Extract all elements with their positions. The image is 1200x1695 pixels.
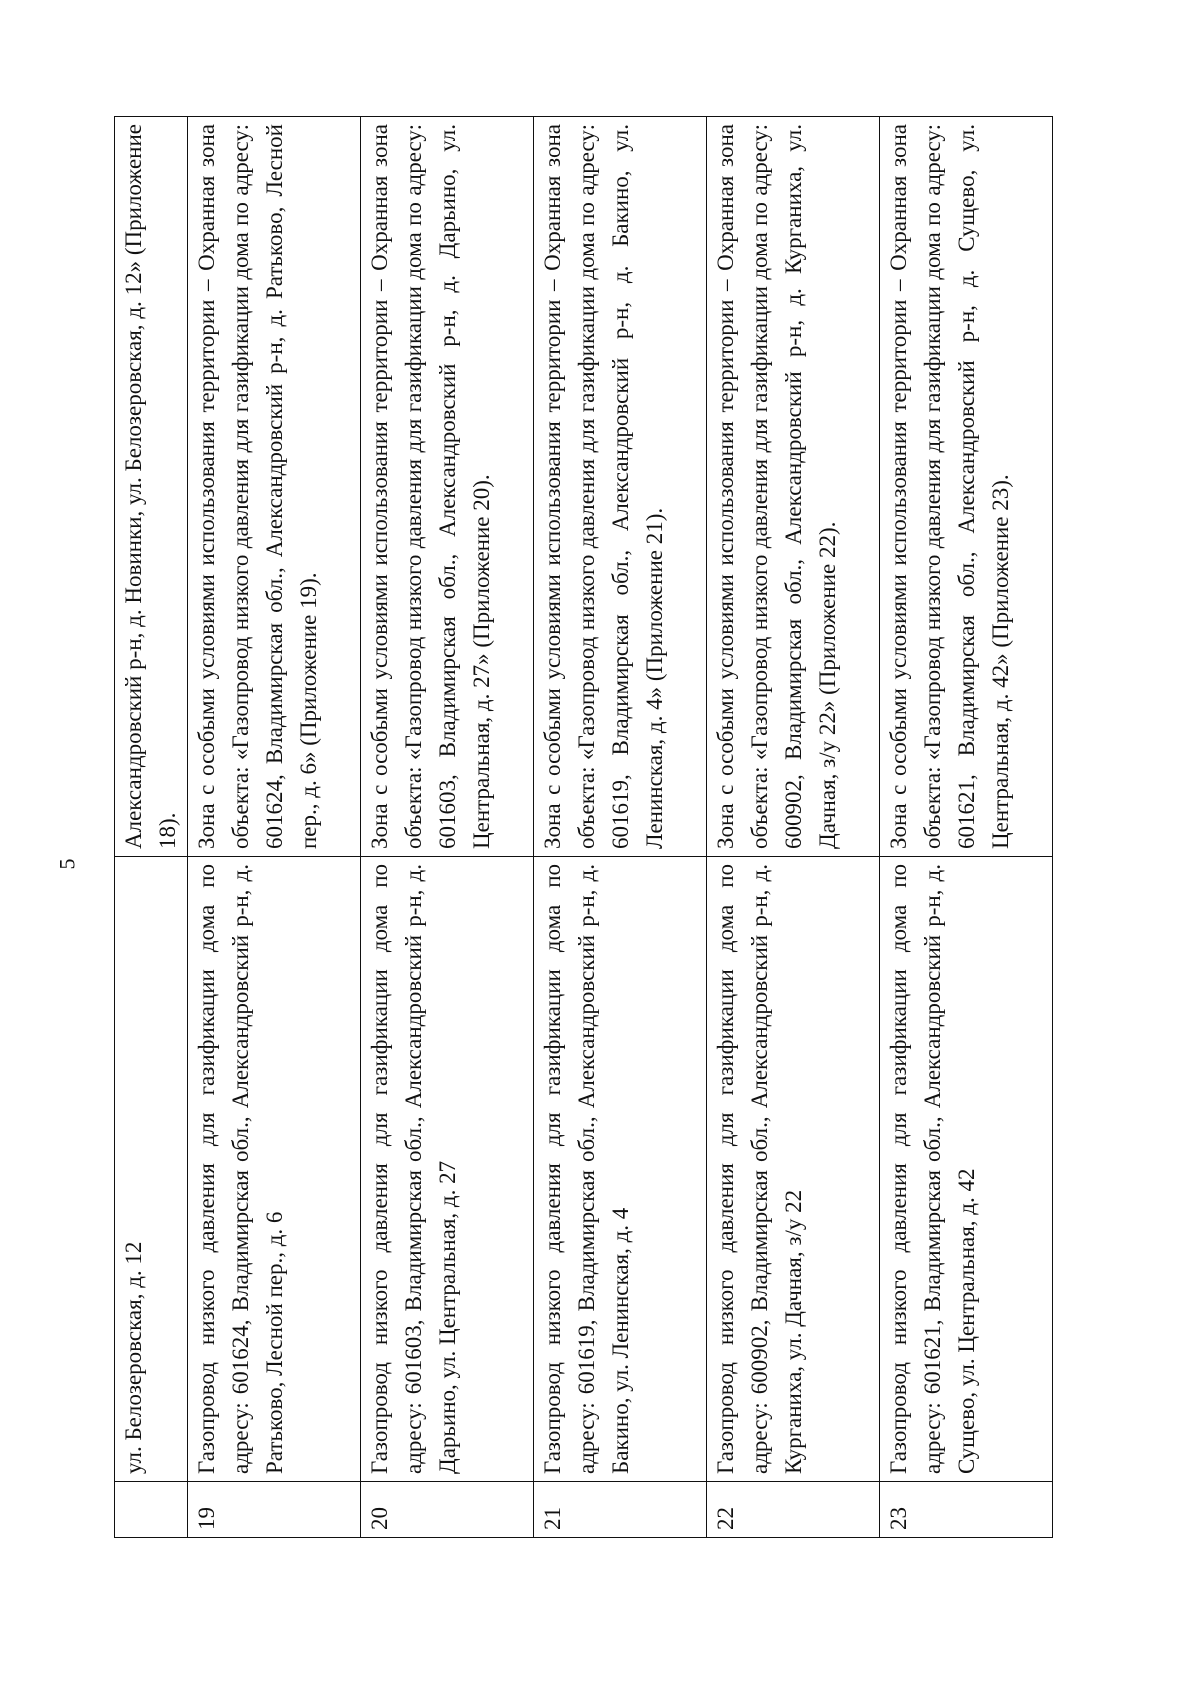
row-number: 19 [188, 1482, 361, 1538]
row-number: 21 [534, 1482, 707, 1538]
object-cell: Газопровод низкого давления для газификации дома по адресу: 601603, Владимирская обл., Александровский р-н, д. Дарьино, ул. Центральная, д. 27 [361, 857, 534, 1482]
table-row [707, 117, 880, 1538]
zone-cell: Александровский р-н, д. Новинки, ул. Белозеровская, д. 12» (Приложение 18). [115, 117, 188, 857]
row-number: 20 [361, 1482, 534, 1538]
object-cell: Газопровод низкого давления для газификации дома по адресу: 601624, Владимирская обл., Александровский р-н, д. Ратьково, Лесной пер., д. 6 [188, 857, 361, 1482]
zone-cell: Зона с особыми условиями использования территории – Охранная зона объекта: «Газопровод низкого давления для газификации дома по адресу: 601619, Владимирская обл., Александровский р-н, д. Бакино, ул. Ленинская, д. 4» (Приложение 21). [534, 117, 707, 857]
zone-cell: Зона с особыми условиями использования территории – Охранная зона объекта: «Газопровод низкого давления для газификации дома по адресу: 601621, Владимирская обл., Александровский р-н, д. Сущево, ул. Центральная, д. 42» (Приложение 23). [880, 117, 1053, 857]
object-cell: Газопровод низкого давления для газификации дома по адресу: 601619, Владимирская обл., Александровский р-н, д. Бакино, ул. Ленинская, д. 4 [534, 857, 707, 1482]
object-cell: Газопровод низкого давления для газификации дома по адресу: 600902, Владимирская обл., Александровский р-н, д. Курганиха, ул. Дачная, з/у 22 [707, 857, 880, 1482]
zone-cell: Зона с особыми условиями использования территории – Охранная зона объекта: «Газопровод низкого давления для газификации дома по адресу: 601624, Владимирская обл., Александровский р-н, д. Ратьково, Лесной пер., д. 6» (Приложение 19). [188, 117, 361, 857]
table-row [361, 117, 534, 1538]
table-row [188, 117, 361, 1538]
object-cell: Газопровод низкого давления для газификации дома по адресу: 601621, Владимирская обл., Александровский р-н, д. Сущево, ул. Центральная, д. 42 [880, 857, 1053, 1482]
table-row [880, 117, 1053, 1538]
row-number: 23 [880, 1482, 1053, 1538]
table-row-continuation [115, 117, 188, 1538]
zone-cell: Зона с особыми условиями использования территории – Охранная зона объекта: «Газопровод низкого давления для газификации дома по адресу: 600902, Владимирская обл., Александровский р-н, д. Курганиха, ул. Дачная, з/у 22» (Приложение 22). [707, 117, 880, 857]
page-number: 5 [54, 858, 80, 870]
row-number [115, 1482, 188, 1538]
document-table-container [114, 117, 1049, 1538]
row-number: 22 [707, 1482, 880, 1538]
table-row [534, 117, 707, 1538]
protection-zones-table [114, 116, 1053, 1538]
zone-cell: Зона с особыми условиями использования территории – Охранная зона объекта: «Газопровод низкого давления для газификации дома по адресу: 601603, Владимирская обл., Александровский р-н, д. Дарьино, ул. Центральная, д. 27» (Приложение 20). [361, 117, 534, 857]
object-cell: ул. Белозеровская, д. 12 [115, 857, 188, 1482]
